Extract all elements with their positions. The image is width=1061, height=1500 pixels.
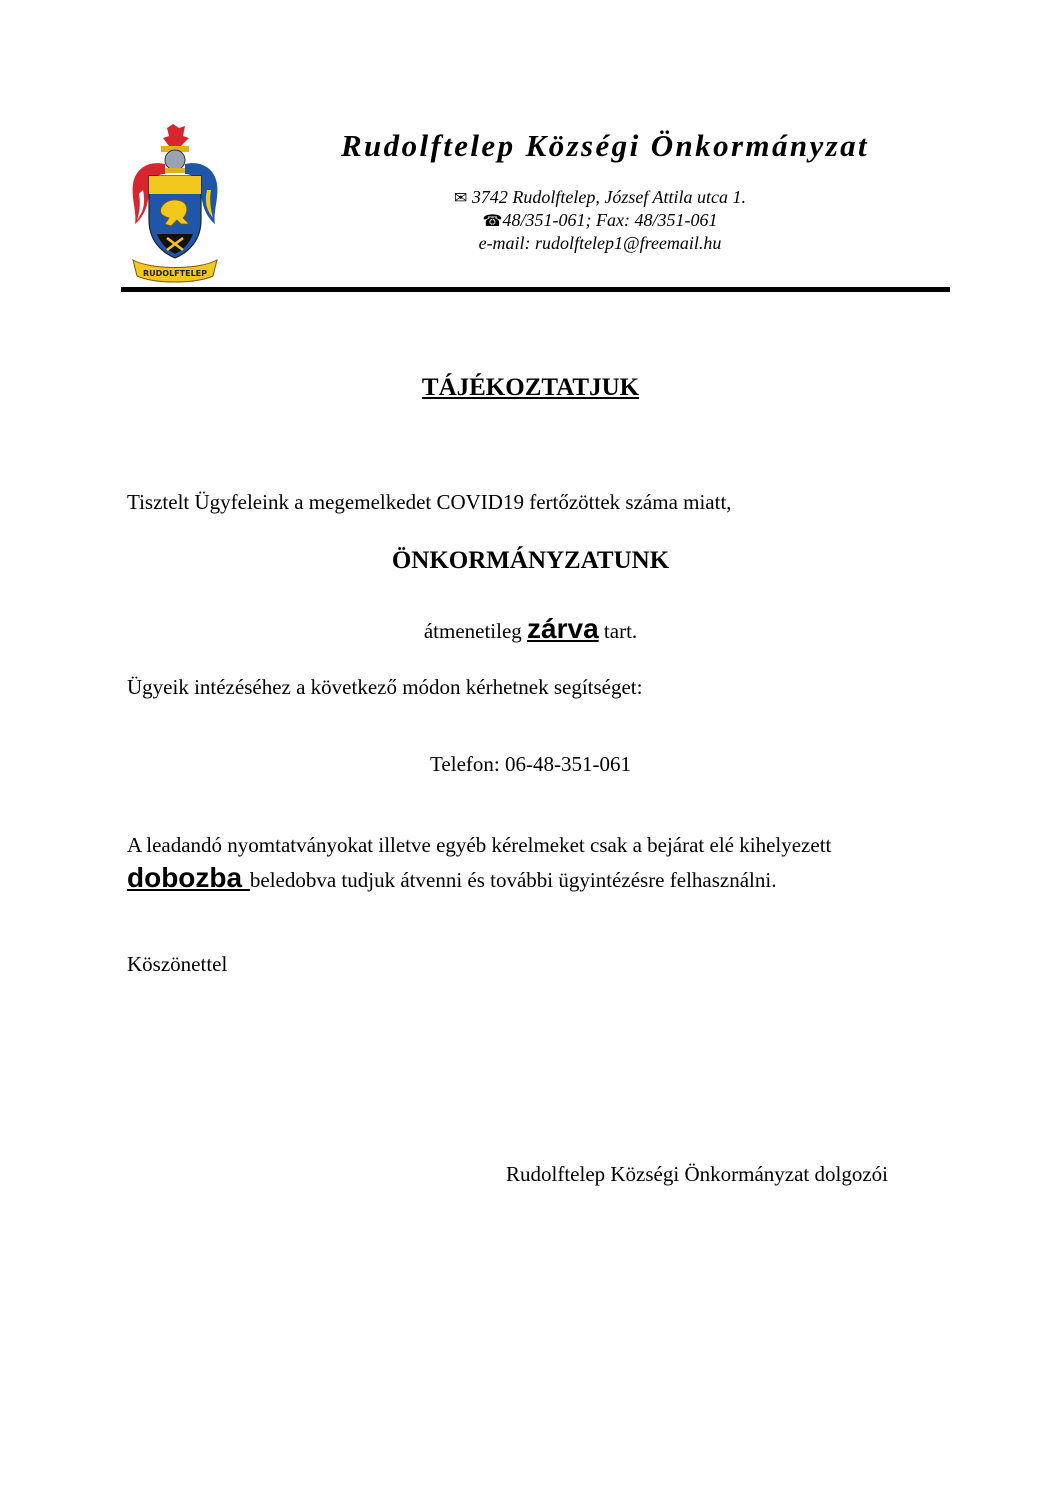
box-emphasis: dobozba (127, 862, 250, 893)
closed-emphasis: zárva (527, 613, 599, 644)
phone-number-line: Telefon: 06-48-351-061 (430, 752, 631, 776)
help-intro-line: Ügyeik intézéséhez a következő módon kérhetnek segítséget: (127, 675, 643, 699)
envelope-icon: ✉ (453, 188, 468, 207)
phone-fax-text: 48/351-061; Fax: 48/351-061 (502, 210, 718, 230)
header-divider (121, 287, 950, 292)
address-line (300, 186, 900, 209)
closed-post-text: tart. (598, 619, 638, 643)
closed-pre-text: átmenetileg (423, 619, 528, 643)
phone-fax-line (300, 209, 900, 232)
greeting-line: Tisztelt Ügyfeleink a megemelkedet COVID19 fertőzöttek száma miatt, (127, 490, 732, 514)
forms-paragraph-rest: beledobva tudjuk átvenni és további ügyintézésre felhasználni. (249, 868, 777, 892)
signature-line: Rudolftelep Községi Önkormányzat dolgozói (506, 1162, 888, 1186)
address-text: 3742 Rudolftelep, József Attila utca 1. (471, 187, 747, 207)
closing-line: Köszönettel (127, 952, 228, 976)
notice-title: TÁJÉKOZTATJUK (421, 374, 640, 401)
coat-of-arms-logo (127, 124, 223, 284)
telephone-icon: ☎ (482, 211, 503, 230)
email-line: e-mail: rudolftelep1@freemail.hu (478, 233, 722, 253)
crest-banner-text: RUDOLFTELEP (142, 269, 208, 278)
organization-name: Rudolftelep Községi Önkormányzat (340, 128, 870, 163)
office-heading: ÖNKORMÁNYZATUNK (391, 547, 670, 574)
forms-paragraph-line2 (127, 862, 777, 893)
forms-paragraph-line1: A leadandó nyomtatványokat illetve egyéb kérelmeket csak a bejárat elé kihelyezett (127, 833, 832, 857)
closed-notice-line (0, 613, 1061, 645)
